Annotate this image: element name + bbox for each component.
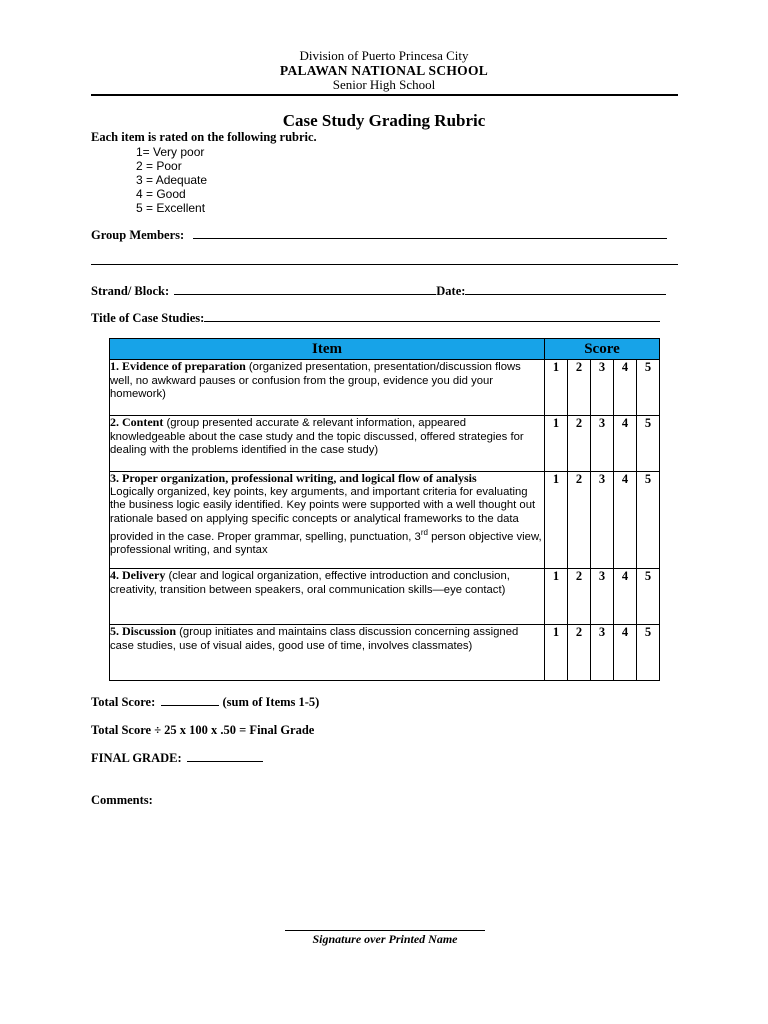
- date-input-line[interactable]: [465, 284, 666, 295]
- scale-item: 3 = Adequate: [136, 173, 208, 187]
- grade-formula: Total Score ÷ 25 x 100 x .50 = Final Grade: [91, 723, 315, 737]
- item-title: 1. Evidence of preparation: [110, 359, 246, 373]
- score-option[interactable]: 2: [568, 472, 591, 569]
- item-title: 2. Content: [110, 415, 164, 429]
- total-score-note: (sum of Items 1-5): [222, 695, 320, 709]
- scale-item: 1= Very poor: [136, 145, 205, 159]
- school-level: Senior High School: [332, 77, 436, 92]
- header-divider: [91, 94, 678, 96]
- group-members-field: [91, 228, 667, 243]
- rubric-row: [110, 416, 660, 472]
- score-option[interactable]: 3: [591, 569, 614, 625]
- date-label: Date:: [436, 284, 466, 298]
- score-option[interactable]: 1: [545, 625, 568, 681]
- strand-block-label: Strand/ Block:: [91, 284, 170, 298]
- school-name: PALAWAN NATIONAL SCHOOL: [279, 63, 489, 78]
- score-option[interactable]: 3: [591, 625, 614, 681]
- item-title: 5. Discussion: [110, 624, 177, 638]
- score-option[interactable]: 4: [614, 625, 637, 681]
- rubric-intro: Each item is rated on the following rubric.: [91, 130, 317, 144]
- score-option[interactable]: 3: [591, 360, 614, 416]
- rubric-table: [109, 338, 660, 681]
- score-option[interactable]: 5: [637, 625, 660, 681]
- score-option[interactable]: 3: [591, 416, 614, 472]
- rubric-item-discussion: [110, 625, 545, 681]
- score-option[interactable]: 1: [545, 360, 568, 416]
- rubric-header-row: [110, 339, 660, 360]
- strand-block-field: [91, 284, 666, 299]
- score-option[interactable]: 1: [545, 416, 568, 472]
- item-description: (group initiates and maintains class discussion concerning assigned case studies, use of visual aides, good use of time, involves classmates): [110, 626, 519, 652]
- rubric-item-delivery: [110, 569, 545, 625]
- case-title-label: Title of Case Studies:: [91, 311, 205, 325]
- score-option[interactable]: 1: [545, 569, 568, 625]
- score-option[interactable]: 5: [637, 569, 660, 625]
- signature-caption: Signature over Printed Name: [312, 932, 458, 946]
- item-description: Logically organized, key points, key arguments, and important criteria for evaluating the business logic easily identified. Key points were supported with a well thought out rationale based on applying specific concepts or analytical frameworks to the data provided in the case. Proper grammar, spelling, punctuation, 3: [110, 485, 536, 543]
- scale-item: 5 = Excellent: [136, 201, 206, 215]
- score-option[interactable]: 5: [637, 360, 660, 416]
- ordinal-suffix: rd: [420, 528, 428, 537]
- score-option[interactable]: 4: [614, 472, 637, 569]
- item-description: (clear and logical organization, effective introduction and conclusion, creativity, transition between speakers, oral communication skills—eye contact): [110, 570, 510, 596]
- score-option[interactable]: 2: [568, 360, 591, 416]
- score-option[interactable]: 4: [614, 360, 637, 416]
- signature-line[interactable]: [285, 930, 485, 931]
- score-option[interactable]: 1: [545, 472, 568, 569]
- rubric-row: [110, 625, 660, 681]
- page-title: Case Study Grading Rubric: [282, 111, 486, 130]
- score-option[interactable]: 5: [637, 472, 660, 569]
- rubric-row: [110, 472, 660, 569]
- item-column-header: Item: [110, 339, 545, 360]
- total-score-label: Total Score:: [91, 695, 156, 709]
- score-option[interactable]: 2: [568, 625, 591, 681]
- total-score-input-line[interactable]: [161, 695, 219, 706]
- total-score-field: [91, 695, 319, 710]
- final-grade-field: [91, 751, 263, 766]
- case-title-input-line[interactable]: [204, 311, 660, 322]
- group-members-line-2[interactable]: [91, 264, 678, 265]
- item-description: (group presented accurate & relevant information, appeared knowledgeable about the case study and the topic discussed, offered strategies for dealing with the problems identified in the case study): [110, 417, 524, 456]
- score-column-header: Score: [545, 339, 660, 360]
- rubric-item-organization: [110, 472, 545, 569]
- rubric-row: [110, 360, 660, 416]
- item-title: 3. Proper organization, professional writing, and logical flow of analysis: [110, 471, 477, 485]
- case-title-field: [91, 311, 660, 326]
- score-option[interactable]: 5: [637, 416, 660, 472]
- final-grade-input-line[interactable]: [187, 751, 263, 762]
- score-option[interactable]: 3: [591, 472, 614, 569]
- rubric-item-content: [110, 416, 545, 472]
- item-title: 4. Delivery: [110, 568, 166, 582]
- score-option[interactable]: 2: [568, 416, 591, 472]
- division-name: Division of Puerto Princesa City: [299, 48, 469, 63]
- scale-item: 2 = Poor: [136, 159, 182, 173]
- group-members-input-line[interactable]: [193, 228, 667, 239]
- final-grade-label: FINAL GRADE:: [91, 751, 182, 765]
- rubric-row: [110, 569, 660, 625]
- scale-item: 4 = Good: [136, 187, 186, 201]
- group-members-label: Group Members:: [91, 228, 185, 242]
- rubric-item-preparation: [110, 360, 545, 416]
- strand-block-input-line[interactable]: [174, 284, 436, 295]
- score-option[interactable]: 4: [614, 569, 637, 625]
- comments-label: Comments:: [91, 793, 153, 807]
- score-option[interactable]: 2: [568, 569, 591, 625]
- item-description-end: person objective view, professional writing, and syntax: [110, 530, 542, 557]
- score-option[interactable]: 4: [614, 416, 637, 472]
- item-description: (organized presentation, presentation/discussion flows well, no awkward pauses or confusion from the group, evidence you did your homework): [110, 361, 521, 400]
